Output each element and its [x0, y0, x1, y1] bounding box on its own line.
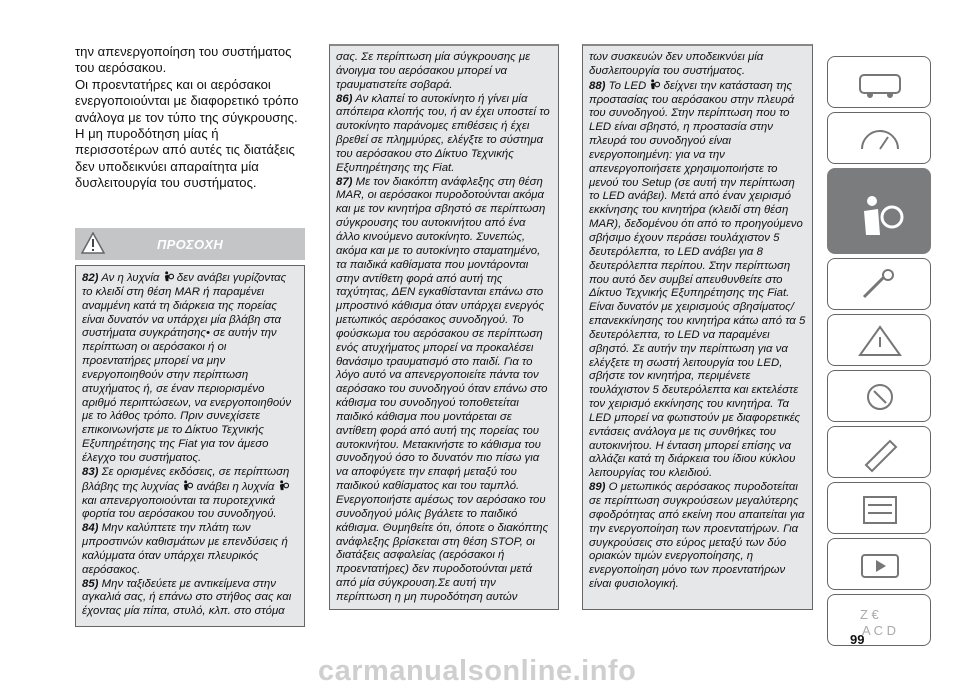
sidebar-tab-car-dashboard[interactable] [827, 56, 931, 108]
warning-lights-icon [854, 321, 906, 365]
warning-text: σας. Σε περίπτωση μία σύγκρουσης με άνοιγμα του αερόσακου μπορεί να τραυματιστείτε σοβαρά. [336, 51, 531, 91]
sidebar-tab-warning-lights[interactable] [827, 314, 931, 366]
intro-text [75, 44, 305, 192]
intro-paragraph-1: την απενεργοποίηση του συστήματος του αερόσακου. [75, 44, 292, 76]
warning-paragraph [589, 51, 806, 79]
warning-number: 87) [336, 175, 353, 188]
airbag-warning-icon [649, 79, 660, 90]
dashboard-gauge-icon [854, 119, 906, 163]
warning-text: Με τον διακόπτη ανάφλεξης στη θέση MAR, οι αερόσακοι πυροδοτούνται ακόμα και με τον κινητήρα σβηστό σε περίπτωση σύγκρουσης του αυτοκινήτου από ένα άλλο κινούμενο αυτοκίνητο. Συνεπώς, ακόμα και με το αυτοκίνητο σταματημένο, τα παιδικά καθίσματα που μοντάρονται στην αντίθετη φορά από αυτή της ταχύτητας, ΔΕΝ εγκαθίστανται επάνω στο μπροστινό κάθισμα όταν υπάρχει ενεργός μετωπικός αερόσακος συνοδηγού. Το φούσκωμα του αερόσακου σε περίπτωση ενός ατυχήματος μπορεί να προκαλέσει θανάσιμο τραυματισμό στο παιδί. Για το λόγο αυτό να απενεργοποιείτε πάντα τον αερόσακο του συνοδηγού όταν επάνω στο κάθισμα του συνοδηγού τοποθετείται παιδικό κάθισμα που μοντάρεται σε αντίθετη φορά από αυτή της πορείας του αυτοκινήτου. Μετακινήστε το κάθισμα του συνοδηγού όσο το δυνατόν πιο πίσω για να αποφύγετε την επαφή μεταξύ του παιδικού καθίσματος και του ταμπλό. Ενεργοποιήστε αμέσως τον αερόσακο του συνοδηγού μόλις βγάλετε το παιδικό κάθισμα. Θυμηθείτε ότι, όποτε ο διακόπτης ανάφλεξης βρίσκεται στη θέση STOP, οι διατάξεις ασφαλείας (αερόσακοι ή προεντατήρες) δεν πυροδοτούνται μετά από μία σύγκρουση.Σε αυτή την περίπτωση η μη πυροδότηση αυτών [336, 175, 549, 603]
warning-paragraph [336, 93, 552, 176]
warning-text: Ο μετωπικός αερόσακος πυροδοτείται σε περίπτωση συγκρούσεων μεγαλύτερης σφοδρότητας από εκείνη που απαιτείται για την ενεργοποίηση των προεντατήρων. Για συγκρούσεις στο εύρος μεταξύ των δύο οριακών τιμών ενεργοποίησης, η ενεργοποίηση μόνο των προεντατήρων είναι φυσιολογική. [589, 481, 805, 591]
warning-header [75, 228, 305, 260]
warning-text: Αν κλαπεί το αυτοκίνητο ή γίνει μία απόπειρα κλοπής του, ή αν έχει υποστεί το αυτοκίνητο παράνομες επιθέσεις ή έχει βρεθεί σε πλημμύρες, ελέγξτε το σύστημα του αερόσακου στο Δίκτυο Τεχνικής Εξυπηρέτησης της Fiat. [336, 92, 550, 174]
warning-text: δείχνει την κατάσταση της προστασίας του αερόσακου στην πλευρά του συνοδηγού. Στην περίπτωση που το LED είναι σβηστό, η προστασία στην πλευρά του συνοδηγού είναι ενεργοποιημένη: για να την απενεργοποιήσετε χρησιμοποιήστε το μενού του Setup (σε αυτή την περίπτωση το LED ανάβει). Μετά από έναν χειρισμό εκκίνησης του κινητήρα (κλειδί στη θέση MAR), δεδομένου ότι από το προηγούμενο σβήσιμο έχουν περάσει τουλάχιστον 5 δευτερόλεπτα, το LED ανάβει για 8 δευτερόλεπτα περίπου. Στην περίπτωση που αυτό δεν συμβεί απευθυνθείτε στο Δίκτυο Τεχνικής Εξυπηρέτησης της Fiat. Είναι δυνατόν με χειρισμούς σβησίματος/επανεκκίνησης του κινητήρα κάτω από τα 5 δευτερόλεπτα, το LED να παραμένει σβηστό. Σε αυτήν την περίπτωση για να ελέγξετε τη σωστή λειτουργία του LED, σβήστε τον κινητήρα, περιμένετε τουλάχιστον 5 δευτερόλεπτα και εκτελέστε τον χειρισμό εκκίνησης του κινητήρα. Τα LED μπορεί να φωτιστούν με διαφορετικές εντάσεις ανάλογα με τις συνθήκες του αυτοκινήτου. Η ένταση μπορεί επίσης να αλλάζει κατά τη διάρκεια του ίδιου κύκλου λειτουργίας του κλειδιού. [589, 79, 806, 480]
sidebar-tab-dashboard-gauge[interactable] [827, 112, 931, 164]
sidebar-tab-maintenance-wrench[interactable] [827, 426, 931, 478]
warning-paragraph [589, 79, 806, 481]
maintenance-wrench-icon [854, 433, 906, 477]
chapter-sidebar [827, 56, 931, 638]
warning-box-column-2 [329, 44, 559, 610]
warning-number: 88) [589, 79, 606, 92]
svg-text:Z €: Z € [860, 607, 879, 622]
warning-text: ανάβει η λυχνία [193, 480, 278, 493]
sidebar-tab-index-letters[interactable] [827, 594, 931, 646]
sidebar-tab-multimedia[interactable] [827, 538, 931, 590]
warning-box-column-1 [75, 265, 305, 627]
warning-number: 82) [82, 272, 99, 284]
seatbelt-airbag-icon [854, 191, 906, 235]
warning-paragraph [336, 51, 552, 93]
warning-text: Μην καλύπτετε την πλάτη των μπροστινών καθισμάτων με επενδύσεις ή καλύμματα όταν υπάρχει πλευρικός αερόσακος. [82, 522, 288, 576]
watermark: carmanualsonline.info [318, 655, 637, 687]
sidebar-tab-emergency[interactable] [827, 370, 931, 422]
warning-number: 85) [82, 577, 99, 590]
warning-number: 86) [336, 92, 353, 105]
warning-text: και απενεργοποιούνται τα πυροτεχνικά φορτία του αερόσακου του συνοδηγού. [82, 494, 277, 521]
svg-text:A C D: A C D [862, 623, 896, 638]
emergency-icon [854, 377, 906, 421]
warning-text: Αν η λυχνία [101, 272, 163, 284]
multimedia-icon [854, 545, 906, 589]
intro-paragraph-2: Οι προεντατήρες και οι αερόσακοι ενεργοποιούνται με διαφορετικό τρόπο ανάλογα με τον τύπο της σύγκρουσης. Η μη πυροδότηση μίας ή περισσοτέρων από αυτές τις διατάξεις δεν υποδεικνύει απαραίτητα μία δυσλειτουργία του συστήματος. [75, 76, 299, 191]
warning-number: 84) [82, 522, 99, 535]
warning-box-column-3 [582, 44, 813, 610]
page-number: 99 [850, 632, 865, 647]
sidebar-tab-technical-data[interactable] [827, 482, 931, 534]
sidebar-tab-start-engine[interactable] [827, 258, 931, 310]
warning-text: Μην ταξιδεύετε με αντικείμενα στην αγκαλιά σας, ή επάνω στο στήθος σας και έχοντας μία πίπα, στυλό, κλπ. στο στόμα [82, 577, 292, 618]
warning-paragraph [589, 481, 806, 592]
warning-paragraph [82, 578, 298, 620]
warning-text: Σε ορισμένες εκδόσεις, σε περίπτωση βλάβης της λυχνίας [82, 465, 290, 493]
warning-paragraph [82, 522, 298, 577]
start-engine-icon [854, 265, 906, 309]
warning-text: Το LED [608, 79, 650, 92]
airbag-warning-icon [278, 480, 289, 491]
airbag-warning-icon [163, 271, 174, 282]
warning-text: των συσκευών δεν υποδεικνύει μία δυσλειτουργία του συστήματος. [589, 51, 764, 77]
warning-paragraph [82, 466, 298, 522]
airbag-warning-icon [182, 480, 193, 491]
technical-data-icon [854, 489, 906, 533]
warning-title: ΠΡΟΣΟΧΗ [156, 237, 224, 252]
warning-number: 89) [589, 481, 606, 494]
sidebar-tab-seatbelt-airbag[interactable] [827, 168, 931, 254]
car-dashboard-icon [854, 63, 906, 107]
warning-paragraph [336, 176, 552, 605]
warning-number: 83) [82, 465, 99, 478]
warning-text: δεν ανάβει γυρίζοντας το κλειδί στη θέση MAR ή παραμένει αναμμένη κατά τη διάρκεια της πορείας είναι δυνατόν να υπάρχει μία βλάβη στα συστήματα συγκράτησης• σε αυτήν την περίπτωση οι αερόσακοι ή οι προεντατήρες μπορεί να μην ενεργοποιηθούν στην περίπτωση ατυχήματος ή, σε έναν περιορισμένο αριθμό περιπτώσεων, να ενεργοποιηθούν με το λάθος τρόπο. Πριν συνεχίσετε επικοινωνήστε με το Δίκτυο Τεχνικής Εξυπηρέτησης της Fiat για τον άμεσο έλεγχο του συστήματος. [82, 272, 292, 464]
warning-paragraph [82, 271, 298, 466]
